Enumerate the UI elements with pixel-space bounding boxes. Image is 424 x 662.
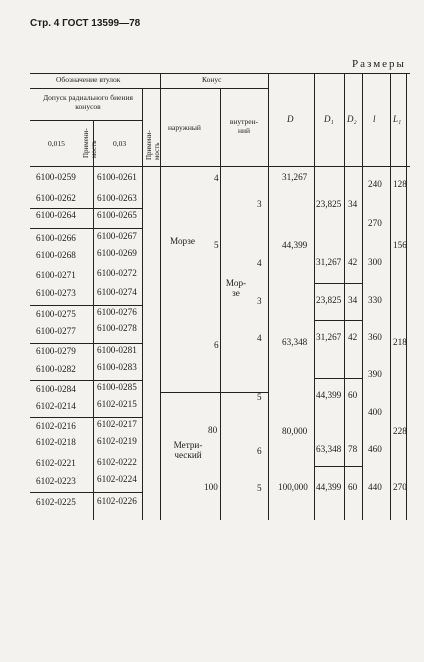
value-D1: 44,399 [316, 482, 342, 492]
rule [30, 228, 142, 229]
outer-size: 80 [208, 425, 218, 435]
table-row: 6100-0271 [36, 270, 76, 280]
rule [30, 88, 170, 89]
rule [30, 417, 142, 418]
inner-size: 5 [257, 483, 262, 493]
col-divider [268, 73, 269, 520]
table-row: 6100-0266 [36, 233, 76, 243]
value-l: 400 [368, 407, 382, 417]
inner-type: Мор-зе [225, 278, 247, 298]
value-D1: 63,348 [316, 444, 342, 454]
value-D: 80,000 [282, 426, 308, 436]
value-D2: 60 [348, 390, 358, 400]
value-D1: 31,267 [316, 332, 342, 342]
table-row: 6102-0223 [36, 476, 76, 486]
header-applicability: Примени-мость [145, 130, 161, 160]
value-D: 44,399 [282, 240, 308, 250]
table-row: 6100-0282 [36, 364, 76, 374]
table-row: 6100-0265 [97, 210, 137, 220]
header-outer: наружный [168, 123, 201, 132]
value-D: 100,000 [278, 482, 308, 492]
table-row: 6102-0222 [97, 457, 137, 467]
value-L1: 270 [393, 482, 407, 492]
header-D: D [287, 114, 294, 124]
table-row: 6102-0214 [36, 401, 76, 411]
inner-size: 3 [257, 296, 262, 306]
outer-size: 4 [214, 173, 219, 183]
value-l: 360 [368, 332, 382, 342]
table-row: 6100-0283 [97, 362, 137, 372]
value-L1: 128 [393, 179, 407, 189]
table-row: 6102-0226 [97, 496, 137, 506]
table-row: 6100-0274 [97, 287, 137, 297]
table-row: 6102-0219 [97, 436, 137, 446]
rule [30, 120, 142, 121]
rule [160, 88, 268, 89]
header-tol-a: 0,015 [48, 139, 65, 148]
header-l: l [373, 114, 376, 124]
table-row: 6100-0285 [97, 382, 137, 392]
rule [30, 343, 142, 344]
value-D2: 34 [348, 295, 358, 305]
table-row: 6102-0218 [36, 437, 76, 447]
table-row: 6102-0221 [36, 458, 76, 468]
value-D2: 42 [348, 257, 358, 267]
rule [314, 320, 362, 321]
value-D: 31,267 [282, 172, 308, 182]
value-D2: 34 [348, 199, 358, 209]
table-row: 6102-0216 [36, 421, 76, 431]
value-l: 240 [368, 179, 382, 189]
table-row: 6100-0264 [36, 210, 76, 220]
outer-type: Морзе [170, 236, 195, 246]
value-L1: 228 [393, 426, 407, 436]
col-divider [362, 73, 363, 520]
value-D2: 42 [348, 332, 358, 342]
value-D2: 60 [348, 482, 358, 492]
header-tol-b: 0,03 [113, 139, 127, 148]
value-l: 300 [368, 257, 382, 267]
table-row: 6100-0263 [97, 193, 137, 203]
inner-size: 4 [257, 333, 262, 343]
rule [314, 466, 362, 467]
header-tolerance: Допуск радиального биения конусов [43, 93, 133, 111]
table-row: 6100-0259 [36, 172, 76, 182]
table-row: 6100-0268 [36, 250, 76, 260]
inner-size: 6 [257, 446, 262, 456]
table-row: 6102-0224 [97, 474, 137, 484]
value-D1: 31,267 [316, 257, 342, 267]
value-D: 63,348 [282, 337, 308, 347]
header-inner: внутрен-ний [229, 117, 259, 135]
col-divider [93, 120, 94, 520]
table-row: 6102-0225 [36, 497, 76, 507]
table-row: 6100-0279 [36, 346, 76, 356]
table-row: 6102-0215 [97, 399, 137, 409]
header-D2: D₂ [347, 114, 357, 124]
value-l: 330 [368, 295, 382, 305]
rule [30, 492, 142, 493]
table-row: 6100-0276 [97, 307, 137, 317]
table-row: 6100-0277 [36, 326, 76, 336]
value-l: 270 [368, 218, 382, 228]
outer-size: 5 [214, 240, 219, 250]
rule [30, 380, 142, 381]
table-row: 6100-0267 [97, 231, 137, 241]
value-l: 390 [368, 369, 382, 379]
value-D1: 23,825 [316, 295, 342, 305]
table-row: 6102-0217 [97, 419, 137, 429]
value-D2: 78 [348, 444, 358, 454]
header-bushings: Обозначение втулок [56, 75, 121, 84]
col-divider [344, 73, 345, 520]
rule [160, 392, 268, 393]
table-row: 6100-0272 [97, 268, 137, 278]
table-row: 6100-0278 [97, 323, 137, 333]
value-D1: 23,825 [316, 199, 342, 209]
outer-type: Метри-ческий [173, 440, 203, 460]
col-divider [142, 88, 143, 520]
table-row: 6100-0273 [36, 288, 76, 298]
rule [30, 305, 142, 306]
table-row: 6100-0269 [97, 248, 137, 258]
col-divider [390, 73, 391, 520]
section-title: Размеры [352, 58, 406, 70]
header-applicability: Примени-мость [82, 128, 98, 158]
outer-size: 6 [214, 340, 219, 350]
table-top-rule [30, 73, 410, 74]
outer-size: 100 [204, 482, 218, 492]
rule [30, 208, 142, 209]
value-L1: 156 [393, 240, 407, 250]
rule [314, 378, 362, 379]
inner-size: 4 [257, 258, 262, 268]
table-row: 6100-0262 [36, 193, 76, 203]
col-divider [220, 88, 221, 520]
col-divider [406, 73, 407, 520]
rule [314, 283, 362, 284]
table-row: 6100-0261 [97, 172, 137, 182]
header-cone: Конус [202, 75, 222, 84]
header-L1: L₁ [393, 114, 402, 124]
value-L1: 218 [393, 337, 407, 347]
value-l: 440 [368, 482, 382, 492]
value-D1: 44,399 [316, 390, 342, 400]
value-l: 460 [368, 444, 382, 454]
table-row: 6100-0284 [36, 384, 76, 394]
table-row: 6100-0281 [97, 345, 137, 355]
header-D1: D₁ [324, 114, 334, 124]
col-divider [314, 73, 315, 520]
page-header: Стр. 4 ГОСТ 13599—78 [30, 18, 141, 29]
inner-size: 3 [257, 199, 262, 209]
table-row: 6100-0275 [36, 309, 76, 319]
inner-size: 5 [257, 392, 262, 402]
